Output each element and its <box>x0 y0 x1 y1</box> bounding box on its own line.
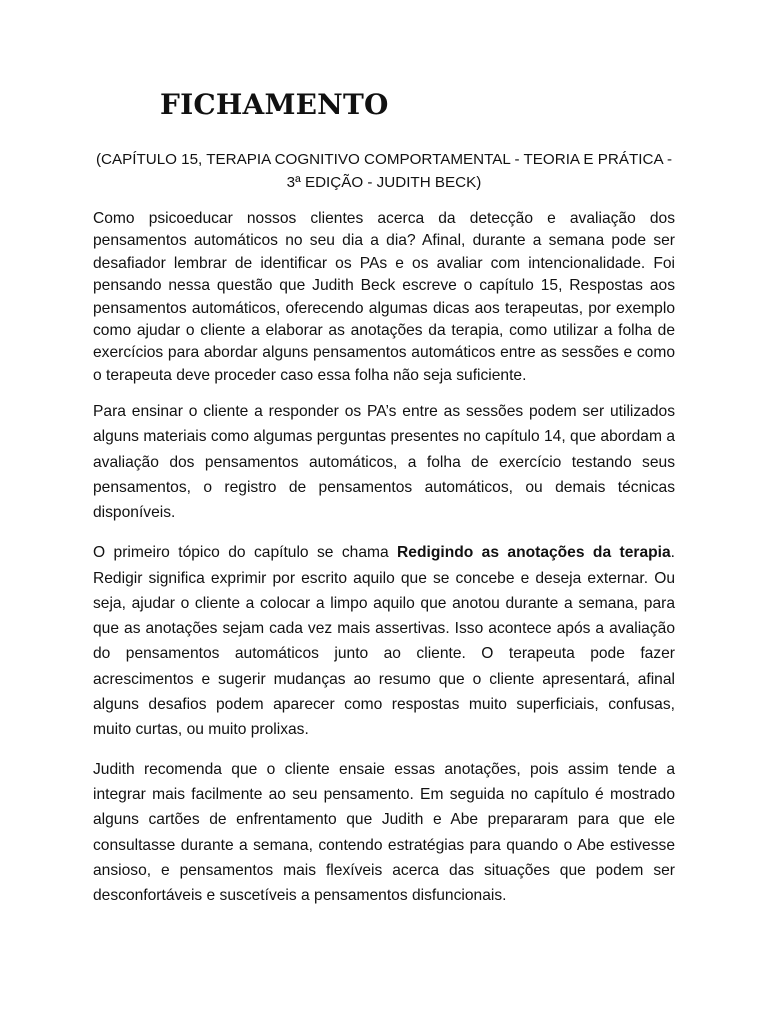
document-subtitle: (CAPÍTULO 15, TERAPIA COGNITIVO COMPORTAMENTAL - TEORIA E PRÁTICA - 3ª EDIÇÃO - JUDITH BECK) <box>95 151 673 191</box>
paragraph-coping-cards: Judith recomenda que o cliente ensaie essas anotações, pois assim tende a integrar mais facilmente ao seu pensamento. Em seguida no capítulo é mostrado alguns cartões de enfrentamento que Judith e Abe prepararam para que ele consultasse durante a semana, contendo estratégias para quando o Abe estivesse ansioso, e pensamentos mais flexíveis acerca das situações que podem ser desconfortáveis e suscetíveis a pensamentos disfuncionais. <box>93 760 675 905</box>
paragraph-first-topic-lead: O primeiro tópico do capítulo se chama <box>93 544 398 562</box>
paragraph-first-topic-rest: . Redigir significa exprimir por escrito aquilo que se concebe e deseja externar. Ou seja, ajudar o cliente a colocar a limpo aquilo que anotou durante a semana, para que as anotações sejam cada vez mais assertivas. Isso acontece após a avaliação do pensamentos automáticos junto ao cliente. O terapeuta pode fazer acrescimentos e sugerir mudanças ao resumo que o cliente apresentará, afinal alguns desafios podem aparecer como respostas muito superficiais, confusas, muito curtas, ou muito prolixas. <box>93 544 675 739</box>
paragraph-materials: Para ensinar o cliente a responder os PA’s entre as sessões podem ser utilizados alguns materiais como algumas perguntas presentes no capítulo 14, que abordam a avaliação dos pensamentos automáticos, a folha de exercício testando seus pensamentos, o registro de pensamentos automáticos, ou demais técnicas disponíveis. <box>93 403 675 522</box>
topic-heading-bold: Redigindo as anotações da terapia <box>397 544 671 562</box>
paragraph-intro: Como psicoeducar nossos clientes acerca da detecção e avaliação dos pensamentos automáticos no seu dia a dia? Afinal, durante a semana pode ser desafiador lembrar de identificar os PAs e os avaliar com intencionalidade. Foi pensando nessa questão que Judith Beck escreve o capítulo 15, Respostas aos pensamentos automáticos, oferecendo algumas dicas aos terapeutas, por exemplo como ajudar o cliente a elaborar as anotações da terapia, como utilizar a folha de exercícios para abordar alguns pensamentos automáticos entre as sessões e como o terapeuta deve proceder caso essa folha não seja suficiente. <box>93 210 675 384</box>
document-title: FICHAMENTO <box>160 88 389 121</box>
paragraph-first-topic <box>93 540 675 742</box>
document-body <box>93 208 675 908</box>
